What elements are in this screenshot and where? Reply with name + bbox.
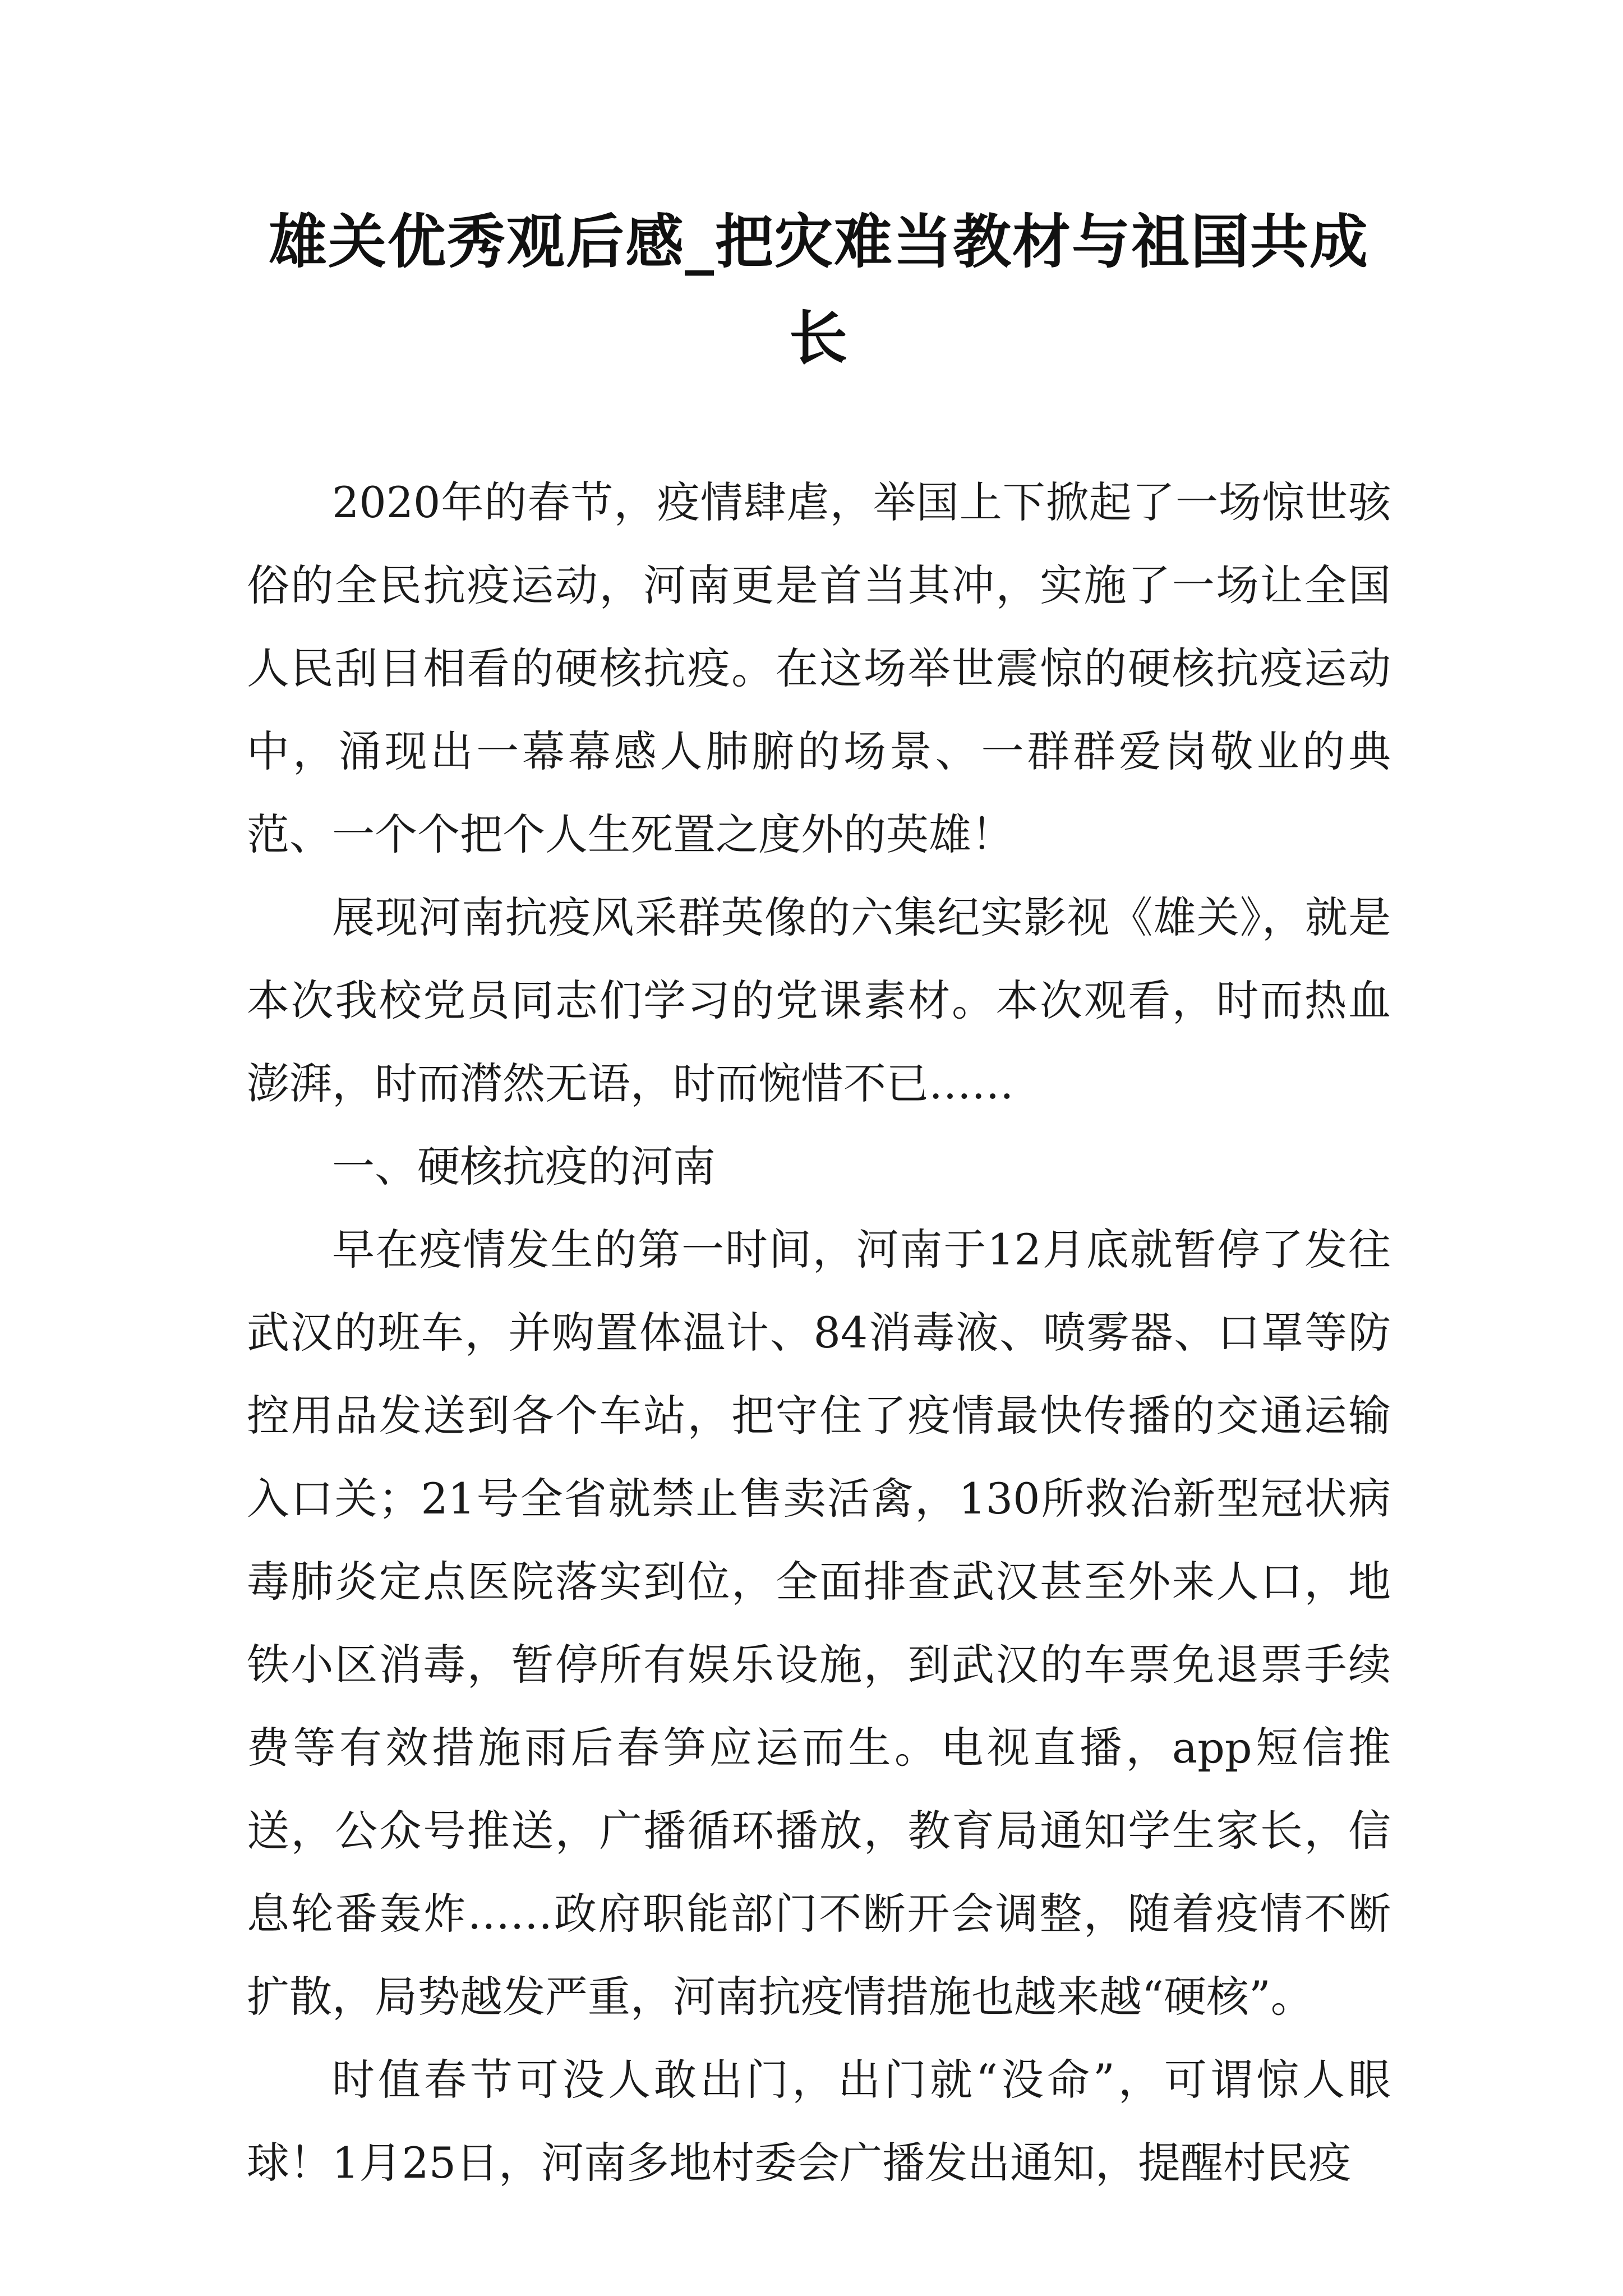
document-body bbox=[247, 461, 1391, 2205]
paragraph: 展现河南抗疫风采群英像的六集纪实影视《雄关》，就是本次我校党员同志们学习的党课素材。本次观看，时而热血澎湃，时而潸然无语，时而惋惜不已…… bbox=[247, 892, 1391, 1108]
section-heading: 一、硬核抗疫的河南 bbox=[332, 1142, 716, 1191]
paragraph: 时值春节可没人敢出门，出门就“没命”，可谓惊人眼球！1月25日，河南多地村委会广播发出通知，提醒村民疫 bbox=[247, 2055, 1391, 2188]
paragraph: 早在疫情发生的第一时间，河南于12月底就暂停了发往武汉的班车，并购置体温计、84消毒液、喷雾器、口罩等防控用品发送到各个车站，把守住了疫情最快传播的交通运输入口关；21号全省就禁止售卖活禽，130所救治新型冠状病毒肺炎定点医院落实到位，全面排查武汉甚至外来人口，地铁小区消毒，暂停所有娱乐设施，到武汉的车票免退票手续费等有效措施雨后春笋应运而生。电视直播，app短信推送，公众号推送，广播循环播放，教育局通知学生家长，信息轮番轰炸……政府职能部门不断开会调整，随着疫情不断扩散，局势越发严重，河南抗疫情措施也越来越“硬核”。 bbox=[247, 1225, 1391, 2022]
document-title: 雄关优秀观后感_把灾难当教材与祖国共成长 bbox=[268, 208, 1369, 372]
paragraph: 2020年的春节，疫情肆虐，举国上下掀起了一场惊世骇俗的全民抗疫运动，河南更是首当其冲，实施了一场让全国人民刮目相看的硬核抗疫。在这场举世震惊的硬核抗疫运动中，涌现出一幕幕感人肺腑的场景、一群群爱岗敬业的典范、一个个把个人生死置之度外的英雄！ bbox=[247, 477, 1391, 859]
